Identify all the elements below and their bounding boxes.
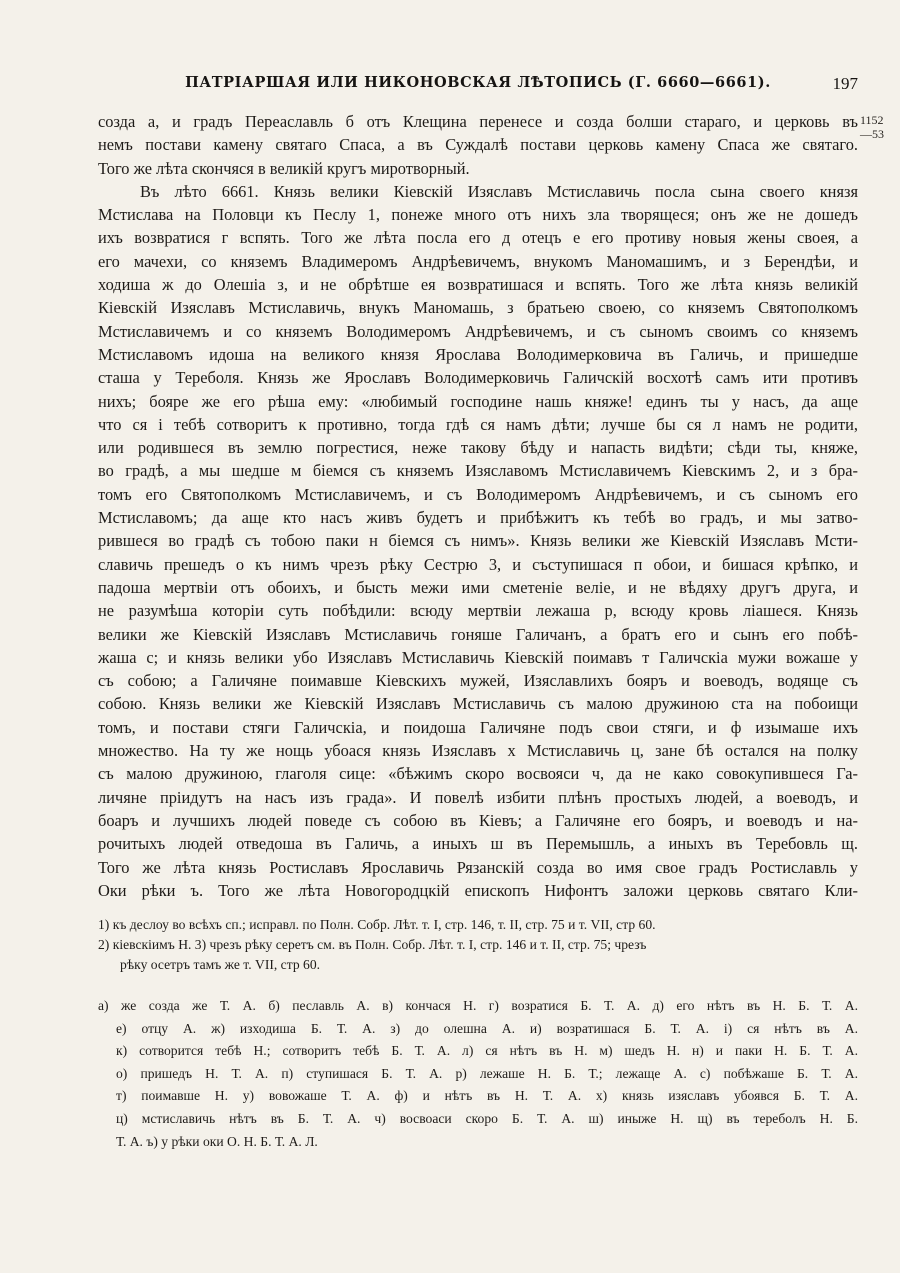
text-line: Того же лѣта князь Ростиславъ Ярославичь Рязанскій созда во имя свое градъ Ростиславль у [98, 857, 858, 877]
margin-year-note [860, 113, 896, 141]
margin-year-end: —53 [860, 127, 884, 141]
text-line: не разумѣша которіи суть побѣдили: всюду мертвіи лежаша р, всюду кровь ліашеся. Князь [98, 601, 858, 621]
text-line: ихъ возвратися г вспять. Того же лѣта посла его д отецъ е его противу новыя жены своея, а [98, 228, 858, 248]
text-line: Мстиславичемъ и со княземъ Володимеромъ Андрѣевичемъ, и съ сыномъ своимъ со княземъ [98, 321, 858, 341]
text-line: сташа у Тереболя. Князь же Ярославъ Володимерковичь Галичскій восхотѣ самъ ити противъ [98, 368, 858, 388]
footnotes [98, 915, 858, 975]
running-head [98, 74, 858, 98]
text-line: во градѣ, а мы шедше м біемся съ княземъ Изяславомъ Мстиславичемъ Кіевскимъ 2, и з бра- [98, 461, 858, 481]
variant-line: к) сотворится тебѣ Н.; сотворитъ тебѣ Б. Т. А. л) ся нѣтъ въ Н. м) шедъ Н. н) и паки Н. Б. Т. А. [116, 1043, 858, 1059]
text-line: томъ, и постави стяги Галичскіа, и поидоша Галичяне подъ свои стяги, и ф изымаше ихъ [98, 717, 858, 737]
text-line: томъ его Святополкомъ Мстиславичемъ, и съ Володимеромъ Андрѣевичемъ, и съ сыномъ его [98, 484, 858, 504]
variant-line: т) поимавше Н. у) вовожаше Т. А. ф) и нѣтъ въ Н. Т. А. х) князь изяславъ убоявся Б. Т. А. [116, 1088, 858, 1104]
text-line: жаша с; и князь велики убо Изяславъ Мстиславичь Кіевскій поимавъ т Галичскіа мужи вожаше у [98, 647, 858, 667]
text-line: съ малою дружиною, глаголя сице: «бѣжимъ скоро восвояси ч, да не како совокупившеся Га- [98, 764, 858, 784]
footnote-line: рѣку осетръ тамъ же т. VII, стр 60. [120, 957, 321, 972]
text-line: Въ лѣто 6661. Князь велики Кіевскій Изяславъ Мстиславичь посла сына своего князя [140, 181, 858, 201]
variant-line: Т. А. ъ) у рѣки оки О. Н. Б. Т. А. Л. [116, 1133, 318, 1149]
text-line: славичь прешедъ о къ нимъ чрезъ рѣку Сестрю 3, и съступишася п обои, и бишася крѣпко, и [98, 554, 858, 574]
text-line: нихъ; бояре же его рѣша ему: «любимый господине нашь княже! единъ ты у насъ, да аще [98, 391, 858, 411]
variant-line: ц) мстиславичь нѣтъ въ Б. Т. А. ч) восвоаси скоро Б. Т. А. ш) иныже Н. щ) въ тереболъ Н. Б. [116, 1110, 858, 1126]
text-line: созда а, и градъ Переаславль б отъ Клещина перенесе и созда болши стараго, и церковь въ [98, 112, 858, 131]
text-line: что ся і тебѣ сотворитъ к противно, тогда гдѣ ся намъ дѣти; лучше бы ся л намъ не родити, [98, 414, 858, 434]
footnote-line: 2) кіевскіимъ Н. 3) чрезъ рѣку серетъ см. въ Полн. Собр. Лѣт. т. I, стр. 146 и т. II, стр. 75; чрезъ [98, 937, 647, 952]
variant-readings [98, 995, 858, 1153]
chronicle-text [98, 110, 858, 902]
footnote-line: 1) къ деслоу во всѣхъ сп.; исправл. по Полн. Собр. Лѣт. т. I, стр. 146, т. II, стр. 75 и т. VII, стр 60. [98, 917, 656, 932]
running-title: ПАТРІАРШАЯ ИЛИ НИКОНОВСКАЯ ЛѢТОПИСЬ (Г. 6660—6661). [185, 74, 771, 91]
text-line: собою. Князь велики же Кіевскій Изяславъ Мстиславичь съ малою дружиною ста на побоищи [98, 694, 858, 714]
text-line: Оки рѣки ъ. Того же лѣта Новогородцкій епископъ Нифонтъ заложи церковь святаго Кли- [98, 880, 858, 900]
text-line: Мстислава на Половци къ Песлу 1, понеже много отъ нихъ зла творящеся; онъ же не дошедъ [98, 205, 858, 225]
variant-line: о) пришедъ Н. Т. А. п) ступишася Б. Т. А. р) лежаше Н. Б. Т.; лежаще А. с) побѣжаше Б. Т. А. [116, 1065, 858, 1081]
text-line: Того же лѣта скончяся в великій кругъ миротворный. [98, 158, 470, 178]
text-line: боаръ и лучшихъ людей поведе съ собою въ Кіевъ; а Галичяне его бояръ, и воеводъ и на- [98, 810, 858, 830]
variant-line: е) отцу А. ж) изходиша Б. Т. А. з) до олешна А. и) возратишася Б. Т. А. і) ся нѣтъ въ А. [116, 1020, 858, 1036]
text-line: немъ постави камену святаго Спаса, а въ Суждалѣ постави церковь камену Спаса же святаго. [98, 135, 858, 155]
text-line: Мстиславомъ идоша на великого князя Ярослава Володимерковича въ Галичь, и пришедше [98, 344, 858, 364]
text-line: рившеся во градѣ съ тобою паки н біемся съ нимъ». Князь велики же Кіевскій Изяславъ Мсти- [98, 531, 858, 551]
text-line: рочитыхъ людей отведоша въ Галичь, а иныхъ ш въ Перемышль, а иныхъ въ Теребовль щ. [98, 834, 858, 854]
text-line: или родившеся въ землю погрестися, неже такову бѣду и напасть видѣти; сѣди ты, княже, [98, 438, 858, 458]
variant-line: а) же созда же Т. А. б) пеславль А. в) кончася Н. г) возратися Б. Т. А. д) его нѣтъ въ Н. Б. Т. А. [98, 998, 858, 1013]
text-line: велики же Кіевскій Изяславъ Мстиславичь гоняше Галичанъ, а братъ его и сынъ его побѣ- [98, 624, 858, 644]
text-line: съ собою; а Галичяне поимавше Кіевскихъ мужей, Изяславлихъ бояръ и воеводъ, водяще съ [98, 671, 858, 691]
text-line: множество. На ту же нощь убоася князь Изяславъ х Мстиславичь ц, зане бѣ остался на полку [98, 741, 858, 761]
margin-year-start: 1152 [860, 113, 884, 127]
page-number: 197 [832, 74, 858, 93]
text-line: падоша мертвіи отъ обоихъ, и бысть межи ими сметеніе веліе, и не вѣдяху другъ друга, и [98, 577, 858, 597]
text-line: Кіевскій Изяславъ Мстиславичь, внукъ Маномашь, з братьею своею, со княземъ Святополкомъ [98, 298, 858, 318]
text-line: личяне пріидутъ на насъ изъ града». И повелѣ избити плѣнъ простыхъ людей, а воеводъ, и [98, 787, 858, 807]
text-line: его мачехи, со княземъ Владимеромъ Андрѣевичемъ, внукомъ Маномашимъ, и з Берендѣи, и [98, 251, 858, 271]
text-line: ходиша ж до Олешіа з, и не обрѣтше ея возвратишася и вспять. Того же лѣта князь великій [98, 275, 858, 295]
text-line: Мстиславомъ; да аще кто насъ живъ будетъ и прибѣжитъ къ тебѣ во градъ, и мы затво- [98, 508, 858, 528]
